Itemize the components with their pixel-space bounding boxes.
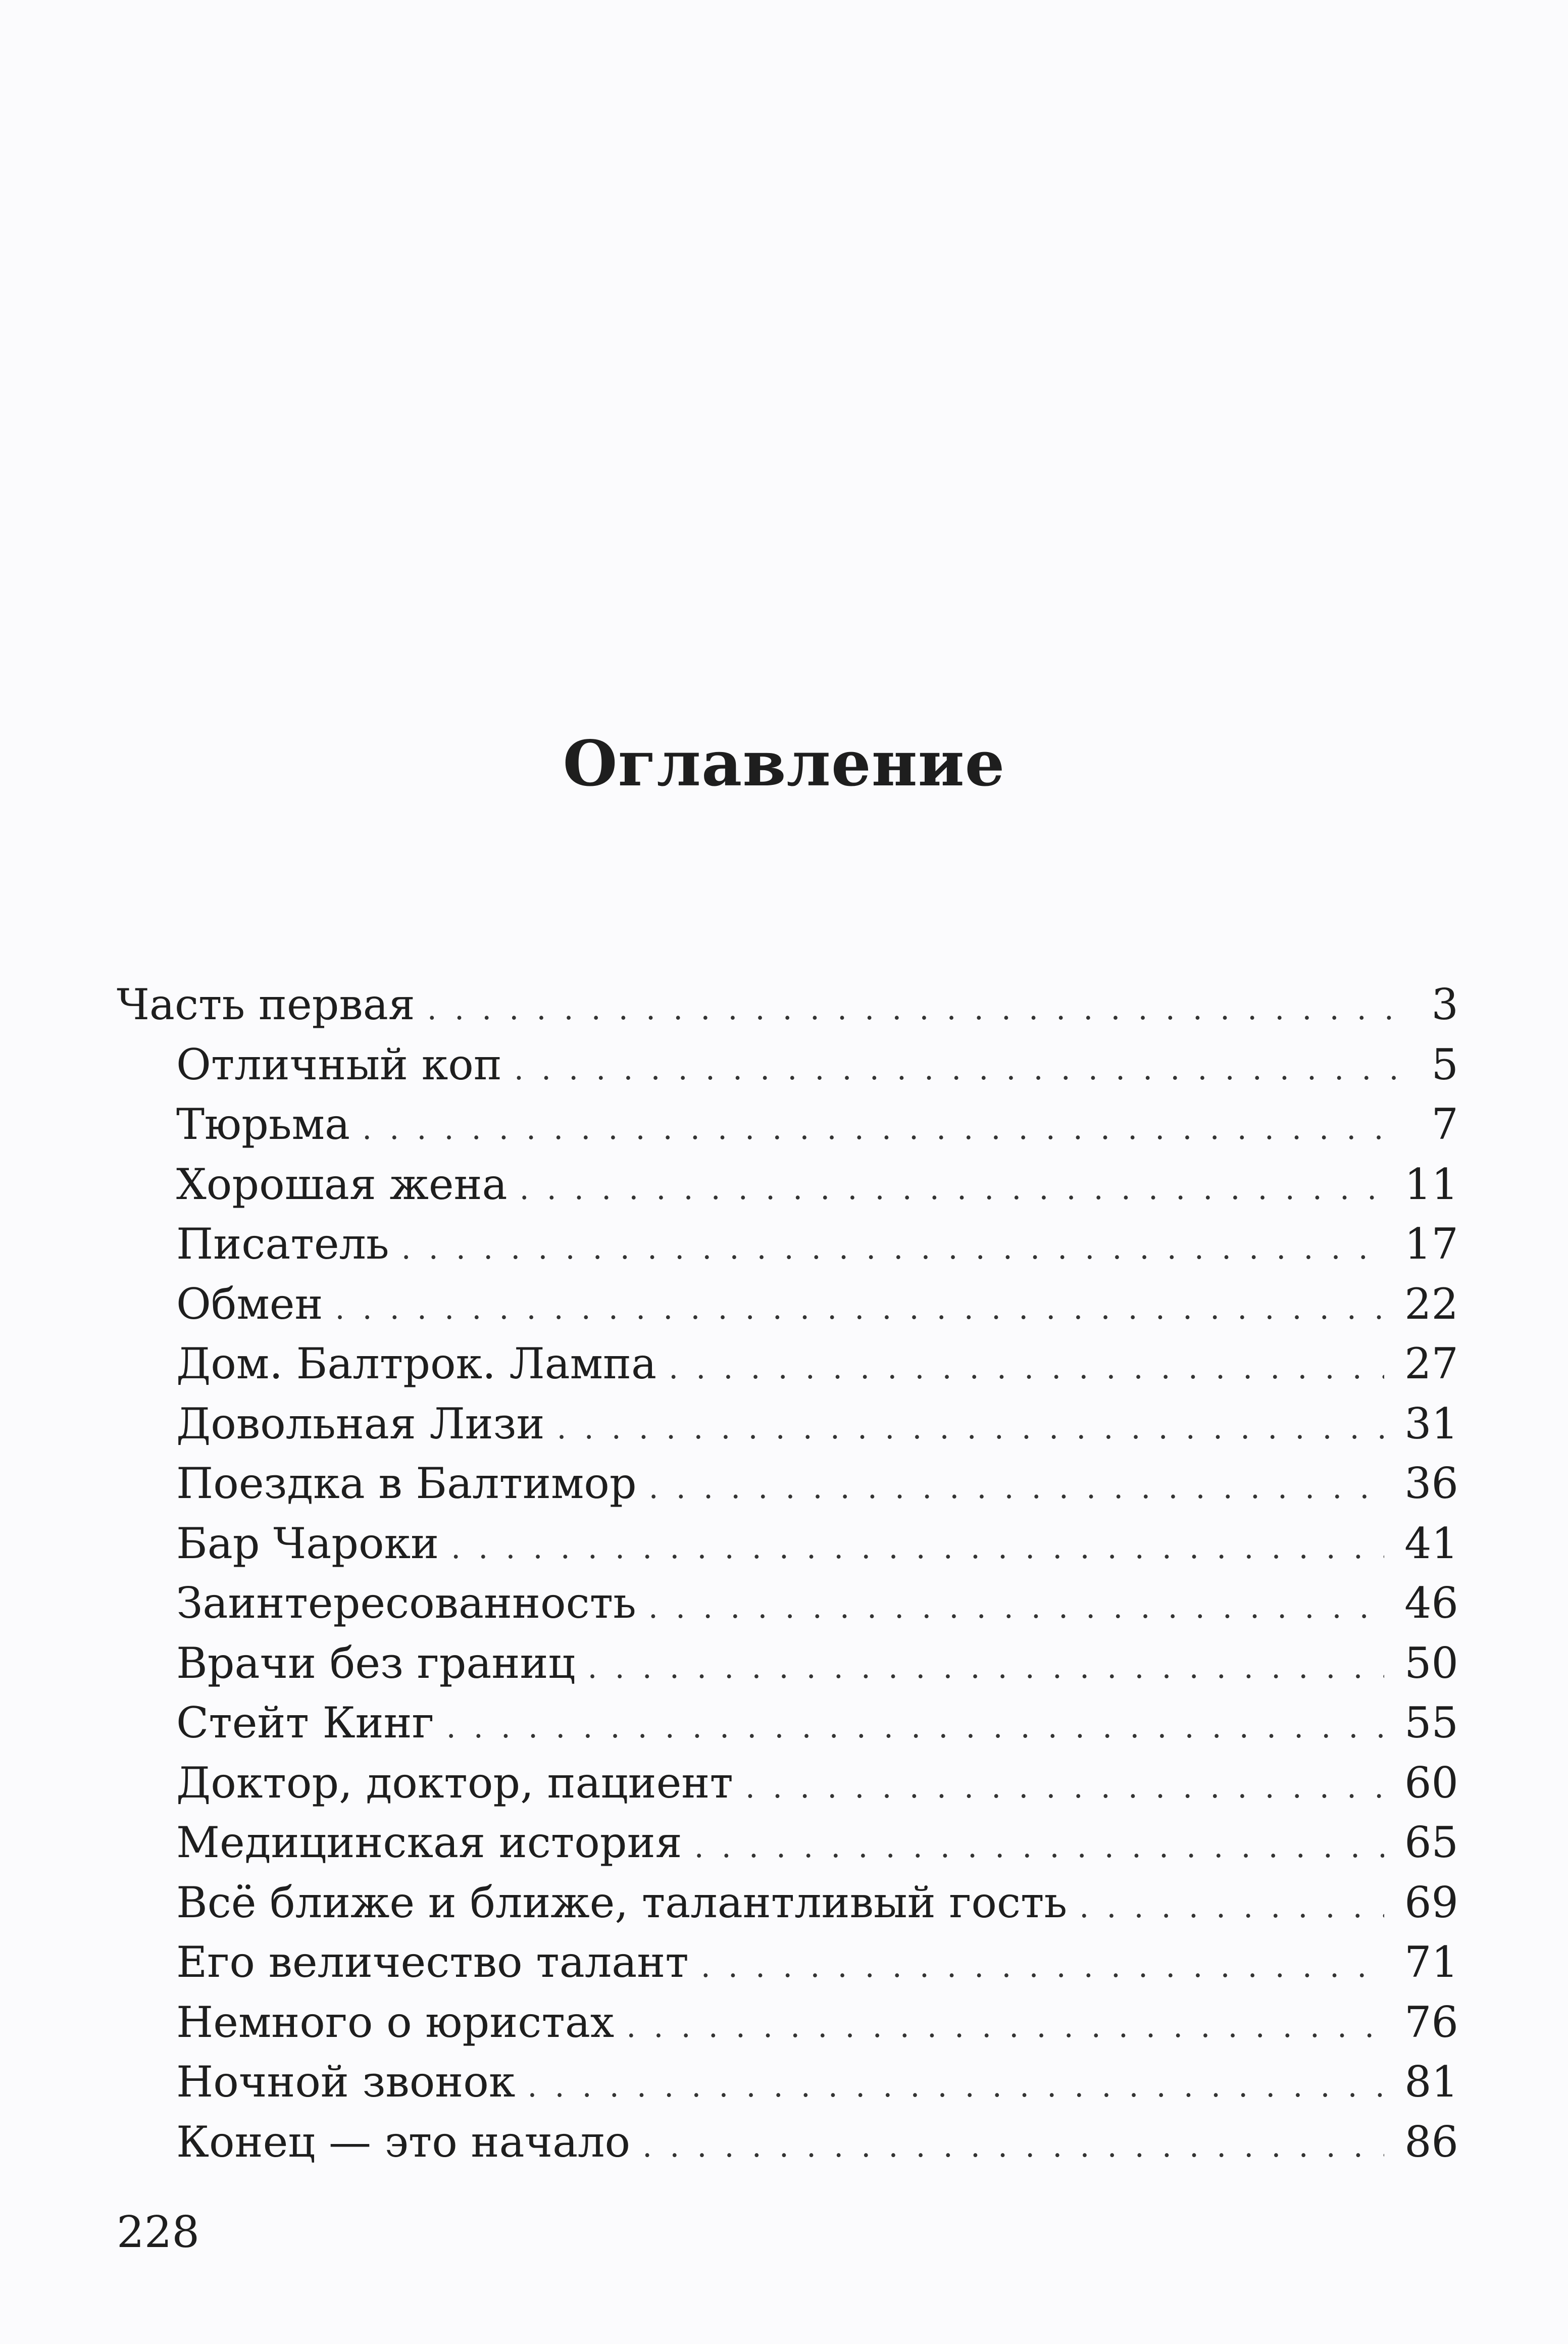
toc-entry[interactable] — [117, 1334, 1458, 1394]
toc-entry-label: Поездка в Балтимор — [176, 1459, 637, 1508]
toc-entry-label: Конец — это начало — [176, 2117, 631, 2167]
toc-entry-page: 86 — [1404, 2117, 1458, 2167]
toc-entry-page: 22 — [1404, 1279, 1458, 1329]
toc-entry[interactable] — [117, 1155, 1458, 1215]
toc-entry[interactable] — [117, 1633, 1458, 1693]
toc-entry-label: Всё ближе и ближе, талантливый гость — [176, 1877, 1068, 1927]
toc-entry-page: 31 — [1404, 1399, 1458, 1449]
toc-entry-label: Часть первая — [117, 980, 415, 1029]
dot-leader — [649, 1458, 1384, 1518]
toc-entry-label: Врачи без границ — [176, 1638, 576, 1688]
toc-entry-label: Доктор, доктор, пациент — [176, 1758, 733, 1808]
dot-leader — [335, 1279, 1384, 1338]
page-number: 228 — [117, 2207, 200, 2258]
toc-entry-page: 76 — [1404, 1997, 1458, 2047]
toc-entry-page: 27 — [1404, 1339, 1458, 1388]
dot-leader — [642, 2117, 1384, 2176]
toc-entry-page: 7 — [1431, 1100, 1458, 1149]
toc-entry[interactable] — [117, 1394, 1458, 1454]
toc-entry[interactable] — [117, 1753, 1458, 1813]
toc-entry-page: 71 — [1404, 1937, 1458, 1987]
dot-leader — [669, 1338, 1384, 1398]
dot-leader — [701, 1937, 1384, 1997]
toc-entry-label: Ночной звонок — [176, 2057, 516, 2107]
dot-leader — [514, 1039, 1403, 1099]
toc-entry[interactable] — [117, 1274, 1458, 1334]
toc-entry-page: 81 — [1404, 2057, 1458, 2107]
dot-leader — [626, 1997, 1384, 2057]
toc-entry[interactable] — [117, 1932, 1458, 1992]
toc-entry-page: 11 — [1404, 1159, 1458, 1209]
toc-entry-label: Стейт Кинг — [176, 1698, 434, 1748]
toc-entry[interactable] — [117, 1035, 1458, 1095]
toc-entry[interactable] — [117, 1094, 1458, 1155]
toc-entry-label: Хорошая жена — [176, 1159, 508, 1209]
toc-entry-part[interactable] — [117, 975, 1458, 1035]
toc-entry-page: 17 — [1404, 1219, 1458, 1269]
toc-entry-label: Довольная Лизи — [176, 1399, 545, 1449]
dot-leader — [451, 1518, 1384, 1578]
dot-leader — [446, 1698, 1385, 1757]
toc-entry-page: 3 — [1431, 980, 1458, 1029]
toc-entry-label: Обмен — [176, 1279, 323, 1329]
toc-entry-page: 55 — [1404, 1698, 1458, 1748]
toc-entry-label: Немного о юристах — [176, 1997, 615, 2047]
dot-leader — [427, 979, 1403, 1039]
dot-leader — [745, 1758, 1384, 1817]
toc-entry[interactable] — [117, 1992, 1458, 2053]
toc-entry[interactable] — [117, 1573, 1458, 1633]
toc-entry-page: 5 — [1431, 1039, 1458, 1089]
toc-entry-page: 69 — [1404, 1877, 1458, 1927]
toc-entry[interactable] — [117, 1873, 1458, 1933]
toc-entry-page: 50 — [1404, 1638, 1458, 1688]
dot-leader — [401, 1219, 1384, 1278]
dot-leader — [557, 1399, 1384, 1458]
toc-entry[interactable] — [117, 1214, 1458, 1274]
dot-leader — [527, 2057, 1384, 2116]
toc-entry-label: Отличный коп — [176, 1039, 502, 1089]
toc-entry[interactable] — [117, 2112, 1458, 2172]
toc-entry-page: 65 — [1404, 1818, 1458, 1867]
table-of-contents — [117, 975, 1458, 2172]
dot-leader — [694, 1817, 1385, 1877]
toc-entry-label: Его величество талант — [176, 1937, 689, 1987]
dot-leader — [587, 1638, 1384, 1698]
toc-entry-page: 36 — [1404, 1459, 1458, 1508]
toc-entry-label: Медицинская история — [176, 1818, 682, 1867]
toc-entry[interactable] — [117, 1813, 1458, 1873]
toc-entry[interactable] — [117, 1693, 1458, 1753]
dot-leader — [362, 1099, 1403, 1159]
toc-entry-page: 41 — [1404, 1518, 1458, 1568]
toc-entry-page: 46 — [1404, 1578, 1458, 1628]
dot-leader — [1079, 1877, 1384, 1937]
toc-entry-label: Дом. Балтрок. Лампа — [176, 1339, 657, 1388]
dot-leader — [648, 1578, 1384, 1637]
dot-leader — [520, 1159, 1384, 1219]
toc-entry-label: Бар Чароки — [176, 1518, 439, 1568]
toc-entry-label: Тюрьма — [176, 1100, 350, 1149]
toc-entry[interactable] — [117, 2052, 1458, 2112]
toc-entry[interactable] — [117, 1514, 1458, 1574]
page-title: Оглавление — [563, 727, 1005, 801]
toc-entry-label: Заинтересованность — [176, 1578, 636, 1628]
toc-entry-page: 60 — [1404, 1758, 1458, 1808]
toc-entry-label: Писатель — [176, 1219, 389, 1269]
toc-entry[interactable] — [117, 1454, 1458, 1514]
